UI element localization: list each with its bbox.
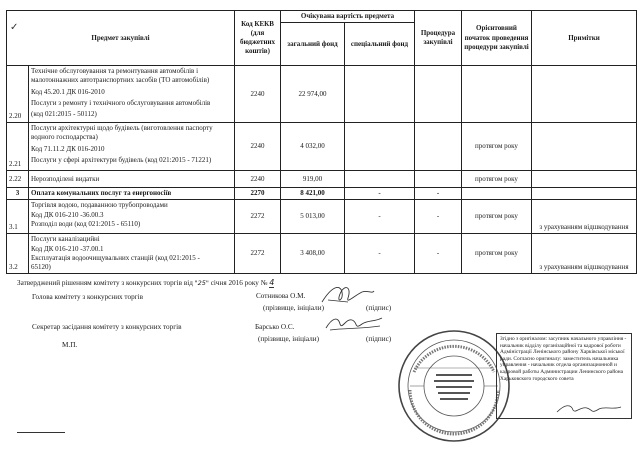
procurement-table [6, 10, 637, 274]
head-name: Сотникова О.М. [256, 292, 306, 300]
head-name-caption: (прізвище, ініціали) [263, 304, 324, 312]
header-expected-value: Очікувана вартість предмета [281, 11, 415, 23]
row-procedure: - [415, 188, 462, 200]
row-special-fund [345, 123, 415, 171]
secretary-label: Секретар засідання комітету з конкурсних торгів [32, 323, 182, 331]
row-general-fund: 4 032,00 [281, 123, 345, 171]
row-subject: Нерозподілені видатки [29, 171, 235, 188]
row-note: з урахуванням відшкодування [532, 200, 637, 234]
certifier-signature [555, 402, 625, 416]
row-general-fund: 919,00 [281, 171, 345, 188]
row-number: 2.22 [7, 171, 29, 188]
approval-line: Затверджений рішенням комітету з конкурсних торгів від "25" січня 2016 року № 4 [17, 278, 275, 287]
row-general-fund: 22 974,00 [281, 66, 345, 123]
header-start: Орієнтовний початок проведення процедури закупівлі [462, 11, 532, 66]
row-subject: Торгівля водою, подаванною трубопроводами Код ДК 016-210 -36.00.3 Розподіл води (код 021:2015 - 65110) [29, 200, 235, 234]
row-number: 3.1 [7, 200, 29, 234]
header-subject: Предмет закупівлі [7, 11, 235, 66]
row-general-fund: 5 013,00 [281, 200, 345, 234]
header-general-fund: загальний фонд [281, 23, 345, 66]
row-subject: Послуги архітектурні щодо будівель (виготовлення паспорту водного господарства) Код 71.11.2 ДК 016-2010 Послуги у сфері архітектури будівель (код 021:2015 - 71221) [29, 123, 235, 171]
certification-note: Згідно з оригіналом: засупник начального управління - начальник відділу організаційної та кадрової роботи Адміністрації Ленінського району Харківської міської ради. Согласно оригиналу: заместитель начальника управления - начальник отдела организационной и кадровой работы Администрации Ленинского района Харьковского городского совета [496, 333, 632, 419]
mp-label: М.П. [62, 341, 78, 349]
row-note [532, 171, 637, 188]
header-kekv: Код КЕКВ (для бюджетних коштів) [235, 11, 281, 66]
footer-rule [17, 432, 65, 433]
row-start: протягом року [462, 171, 532, 188]
table-row-section [7, 188, 637, 200]
head-label: Голова комітету з конкурсних торгів [32, 293, 144, 301]
row-number: 2.21 [7, 123, 29, 171]
header-notes: Примітки [532, 11, 637, 66]
row-subject: Технічне обслуговування та ремонтування автомобілів і малотоннажних автотранспортних засобів (ТО автомобілів) Код 45.20.1 ДК 016-2010 Послуги з ремонту і технічного обслуговування автомобілів (код 021:2015 - 50112) [29, 66, 235, 123]
row-number: 2.20 [7, 66, 29, 123]
table-row [7, 171, 637, 188]
row-procedure: - [415, 200, 462, 234]
row-start: протягом року [462, 123, 532, 171]
row-kekv: 2240 [235, 171, 281, 188]
row-special-fund: - [345, 234, 415, 274]
row-special-fund [345, 171, 415, 188]
table-row [7, 123, 637, 171]
row-procedure [415, 123, 462, 171]
table-row [7, 66, 637, 123]
secretary-sign-caption: (підпис) [366, 335, 392, 343]
header-special-fund: спеціальний фонд [345, 23, 415, 66]
row-procedure: - [415, 234, 462, 274]
header-procedure: Процедура закупівлі [415, 11, 462, 66]
row-start [462, 66, 532, 123]
pencil-check-mark: ✓ [10, 22, 19, 33]
row-procedure [415, 171, 462, 188]
table-row [7, 234, 637, 274]
row-kekv: 2272 [235, 200, 281, 234]
secretary-name: Барсько О.С. [255, 323, 295, 331]
row-number: 3.2 [7, 234, 29, 274]
row-special-fund: - [345, 200, 415, 234]
row-general-fund: 3 408,00 [281, 234, 345, 274]
row-note [532, 66, 637, 123]
official-seal-stamp [396, 328, 512, 444]
head-signature [318, 282, 378, 308]
row-note: з урахуванням відшкодування [532, 234, 637, 274]
row-subject: Послуги каналізацийні Код ДК 016-210 -37.00.1 Експлуатація водоочищувальних станцій (код 021:2015 - 65120) [29, 234, 235, 274]
row-special-fund [345, 66, 415, 123]
secretary-name-caption: (прізвище, ініціали) [258, 335, 319, 343]
table-row [7, 200, 637, 234]
row-special-fund: - [345, 188, 415, 200]
row-number: 3 [7, 188, 29, 200]
row-kekv: 2240 [235, 123, 281, 171]
row-kekv: 2270 [235, 188, 281, 200]
row-subject: Оплата комунальних послуг та енергоносіїв [29, 188, 235, 200]
row-procedure [415, 66, 462, 123]
secretary-signature [324, 312, 384, 336]
row-note [532, 188, 637, 200]
row-start: протягом року [462, 200, 532, 234]
head-sign-caption: (підпис) [366, 304, 392, 312]
row-start [462, 188, 532, 200]
row-kekv: 2272 [235, 234, 281, 274]
row-kekv: 2240 [235, 66, 281, 123]
row-general-fund: 8 421,00 [281, 188, 345, 200]
row-start: протягом року [462, 234, 532, 274]
row-note [532, 123, 637, 171]
